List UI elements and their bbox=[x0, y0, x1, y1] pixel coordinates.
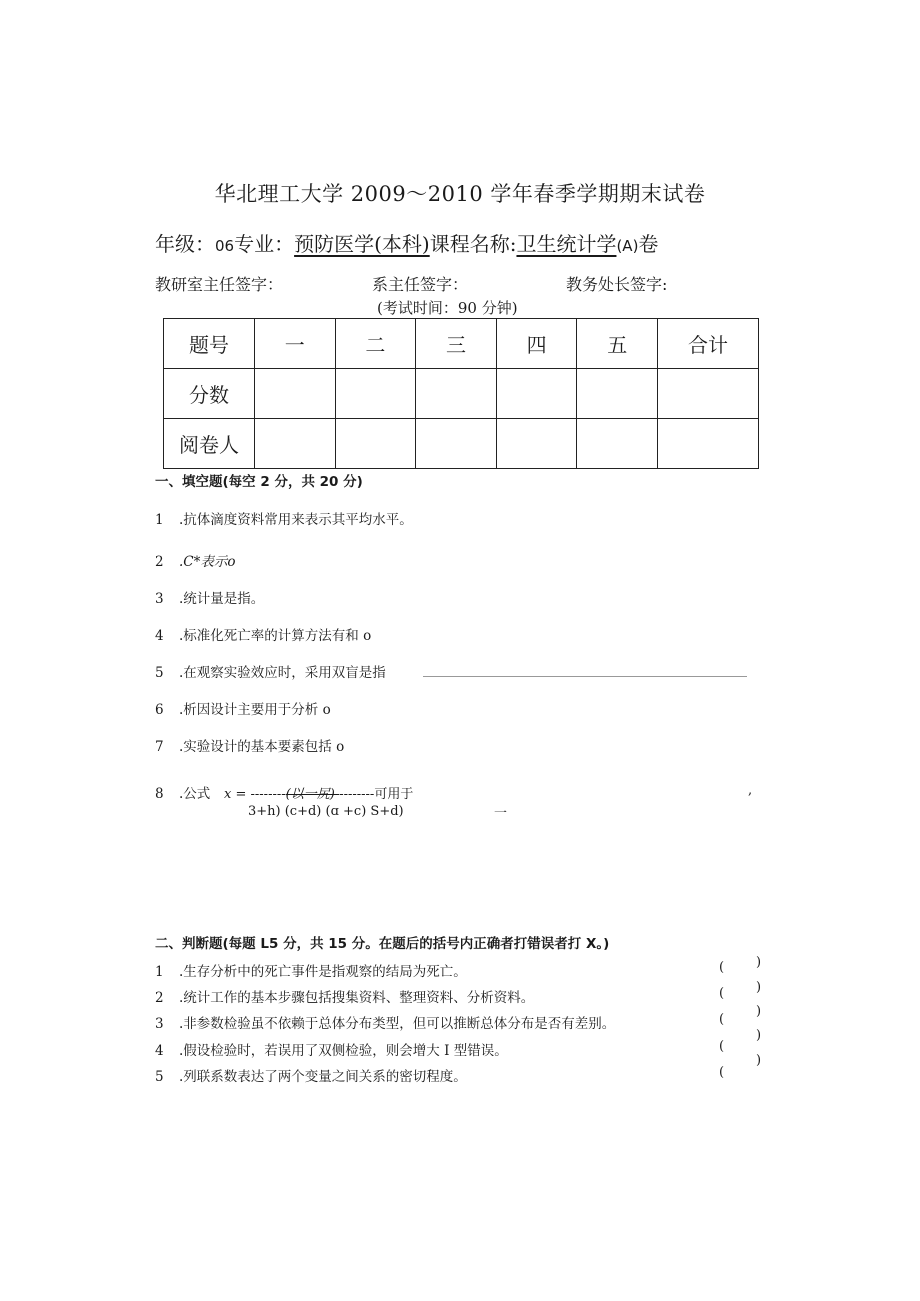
answer-paren-open-3[interactable]: ( bbox=[719, 1012, 725, 1027]
fill-question-8 bbox=[155, 782, 210, 802]
header-cell-4: 四 bbox=[496, 319, 577, 369]
judge-question-4 bbox=[155, 1039, 508, 1059]
header-cell-3: 三 bbox=[416, 319, 497, 369]
fill-question-5 bbox=[155, 661, 386, 681]
question-text: .C*表示o bbox=[179, 554, 236, 570]
major-value: 预防医学(本科) bbox=[294, 232, 430, 256]
answer-paren-close-5: ) bbox=[756, 1053, 762, 1068]
grader-row-label: 阅卷人 bbox=[164, 419, 255, 469]
question-text: .统计工作的基本步骤包括搜集资料、整理资料、分析资料。 bbox=[179, 990, 535, 1006]
exam-duration: (考试时间：90 分钟) bbox=[377, 299, 518, 317]
formula-comma: , bbox=[748, 783, 753, 798]
header-cell-1: 一 bbox=[255, 319, 336, 369]
question-text: .非参数检验虽不依赖于总体分布类型，但可以推断总体分布是否有差别。 bbox=[179, 1016, 616, 1032]
question-number: 8 bbox=[155, 786, 164, 802]
section1-heading: 一、填空题(每空 2 分，共 20 分) bbox=[155, 474, 363, 490]
question-number: 7 bbox=[155, 739, 164, 755]
grader-cell[interactable] bbox=[658, 419, 759, 469]
answer-blank-line[interactable] bbox=[423, 676, 747, 677]
formula-lhs: x = bbox=[224, 787, 247, 802]
score-table-header-row bbox=[164, 319, 759, 369]
grader-cell[interactable] bbox=[335, 419, 416, 469]
formula-numerator-line bbox=[224, 783, 413, 802]
answer-paren-close-3: ) bbox=[756, 1004, 762, 1019]
question-text: .实验设计的基本要素包括 o bbox=[179, 739, 345, 755]
question-number: 3 bbox=[155, 1016, 164, 1032]
grader-row bbox=[164, 419, 759, 469]
faculty-head-signature-label: 系主任签字： bbox=[372, 275, 469, 294]
question-number: 3 bbox=[155, 591, 164, 607]
score-row bbox=[164, 369, 759, 419]
score-cell[interactable] bbox=[496, 369, 577, 419]
question-text: .统计量是指。 bbox=[179, 591, 265, 607]
formula-denominator: 3+h) (c+d) (ɑ +c) S+d) bbox=[248, 804, 404, 819]
answer-paren-open-2[interactable]: ( bbox=[719, 986, 725, 1001]
question-text: .析因设计主要用于分析 o bbox=[179, 702, 331, 718]
formula-dashes-left: -------- bbox=[250, 787, 286, 802]
score-table bbox=[163, 318, 759, 469]
paper-version: (A) bbox=[616, 237, 639, 255]
formula-dashes-right: -------- bbox=[339, 787, 375, 802]
header-cell-2: 二 bbox=[335, 319, 416, 369]
header-cell-question-number: 题号 bbox=[164, 319, 255, 369]
grader-cell[interactable] bbox=[416, 419, 497, 469]
formula-tail-mark: 一 bbox=[494, 806, 508, 821]
paper-suffix: 卷 bbox=[638, 232, 659, 256]
question-number: 6 bbox=[155, 702, 164, 718]
course-label: 课程名称: bbox=[429, 232, 517, 256]
question-text: .标准化死亡率的计算方法有和 o bbox=[179, 628, 372, 644]
answer-paren-close-1: ) bbox=[756, 955, 762, 970]
formula-use-text: 可用于 bbox=[374, 787, 414, 802]
header-cell-5: 五 bbox=[577, 319, 658, 369]
course-value: 卫生统计学 bbox=[516, 232, 617, 256]
question-number: 1 bbox=[155, 964, 164, 980]
judge-question-3 bbox=[155, 1012, 615, 1032]
question-number: 4 bbox=[155, 1043, 164, 1059]
section2-heading: 二、判断题(每题 L5 分，共 15 分。在题后的括号内正确者打错误者打 X。) bbox=[155, 936, 610, 952]
grader-cell[interactable] bbox=[577, 419, 658, 469]
question-text: .假设检验时，若误用了双侧检验，则会增大 I 型错误。 bbox=[179, 1043, 508, 1059]
score-cell[interactable] bbox=[658, 369, 759, 419]
question-text: .抗体滴度资料常用来表示其平均水平。 bbox=[179, 512, 413, 528]
grader-cell[interactable] bbox=[255, 419, 336, 469]
header-cell-total: 合计 bbox=[658, 319, 759, 369]
fill-question-2 bbox=[155, 550, 236, 570]
score-cell[interactable] bbox=[335, 369, 416, 419]
exam-title: 华北理工大学 2009～2010 学年春季学期期末试卷 bbox=[214, 182, 706, 206]
judge-question-5 bbox=[155, 1065, 467, 1085]
fill-question-6 bbox=[155, 698, 331, 718]
fill-question-7 bbox=[155, 735, 344, 755]
question-number: 2 bbox=[155, 554, 164, 570]
grader-cell[interactable] bbox=[496, 419, 577, 469]
answer-paren-close-4: ) bbox=[756, 1028, 762, 1043]
question-number: 5 bbox=[155, 1069, 164, 1085]
question-text: .列联系数表达了两个变量之间关系的密切程度。 bbox=[179, 1069, 467, 1085]
academic-head-signature-label: 教务处长签字: bbox=[566, 275, 668, 294]
question-text: .生存分析中的死亡事件是指观察的结局为死亡。 bbox=[179, 964, 467, 980]
formula-numerator: (以一尻)- bbox=[285, 787, 340, 802]
major-label: 专业： bbox=[234, 232, 295, 256]
fill-question-3 bbox=[155, 587, 264, 607]
judge-question-2 bbox=[155, 986, 534, 1006]
question-number: 1 bbox=[155, 512, 164, 528]
grade-label: 年级： bbox=[155, 232, 215, 256]
judge-question-1 bbox=[155, 960, 467, 980]
question-number: 5 bbox=[155, 665, 164, 681]
score-cell[interactable] bbox=[416, 369, 497, 419]
question-text: .在观察实验效应时，采用双盲是指 bbox=[179, 665, 386, 681]
answer-paren-open-1[interactable]: ( bbox=[719, 960, 725, 975]
answer-paren-close-2: ) bbox=[756, 980, 762, 995]
score-row-label: 分数 bbox=[164, 369, 255, 419]
grade-value: 06 bbox=[215, 237, 235, 255]
question-number: 2 bbox=[155, 990, 164, 1006]
score-cell[interactable] bbox=[255, 369, 336, 419]
exam-info-line bbox=[155, 228, 658, 257]
answer-paren-open-5[interactable]: ( bbox=[719, 1065, 725, 1080]
score-cell[interactable] bbox=[577, 369, 658, 419]
fill-question-1 bbox=[155, 508, 413, 528]
question-number: 4 bbox=[155, 628, 164, 644]
question-text: .公式 bbox=[179, 786, 211, 802]
fill-question-4 bbox=[155, 624, 371, 644]
dept-head-signature-label: 教研室主任签字： bbox=[155, 275, 284, 294]
answer-paren-open-4[interactable]: ( bbox=[719, 1039, 725, 1054]
